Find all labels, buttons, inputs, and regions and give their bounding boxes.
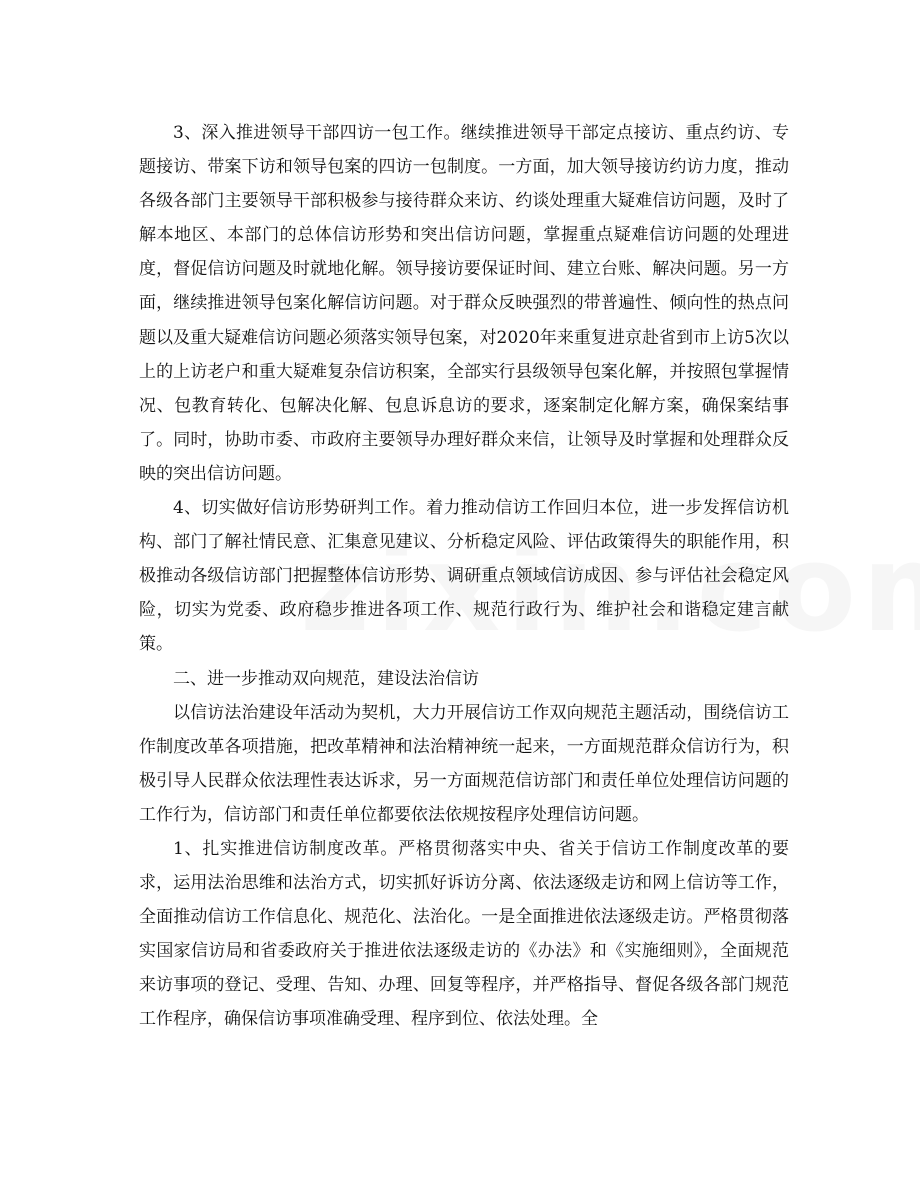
section-heading-rule-of-law: 二、进一步推动双向规范，建设法治信访 bbox=[173, 668, 479, 689]
paragraph-two-way-regulation: 以信访法治建设年活动为契机，大力开展信访工作双向规范主题活动，围绕信访工作制度改革各项措施，把改革精神和法治精神统一起来，一方面规范群众信访行为，积极引导人民群众依法理性表达诉求，另一方面规范信访部门和责任单位处理信访问题的工作行为，信访部门和责任单位都要依法依规按程序处理信访问题。 bbox=[139, 702, 789, 825]
paragraph-system-reform: 1、扎实推进信访制度改革。严格贯彻落实中央、省关于信访工作制度改革的要求，运用法治思维和法治方式，切实抓好诉访分离、依法逐级走访和网上信访等工作，全面推动信访工作信息化、规范化、法治化。一是全面推进依法逐级走访。严格贯彻落实国家信访局和省委政府关于推进依法逐级走访的《办法》和《实施细则》，全面规范来访事项的登记、受理、告知、办理、回复等程序，并严格指导、督促各级各部门规范工作程序，确保信访事项准确受理、程序到位、依法处理。全 bbox=[139, 838, 789, 1030]
document-body bbox=[139, 116, 789, 1037]
paragraph-situation-analysis: 4、切实做好信访形势研判工作。着力推动信访工作回归本位，进一步发挥信访机构、部门了解社情民意、汇集意见建议、分析稳定风险、评估政策得失的职能作用，积极推动各级信访部门把握整体信访形势、调研重点领域信访成因、参与评估社会稳定风险，切实为党委、政府稳步推进各项工作、规范行政行为、维护社会和谐稳定建言献策。 bbox=[139, 498, 789, 655]
paragraph-leader-visits: 3、深入推进领导干部四访一包工作。继续推进领导干部定点接访、重点约访、专题接访、带案下访和领导包案的四访一包制度。一方面，加大领导接访约访力度，推动各级各部门主要领导干部积极参与接待群众来访、约谈处理重大疑难信访问题，及时了解本地区、本部门的总体信访形势和突出信访问题，掌握重点疑难信访问题的处理进度，督促信访问题及时就地化解。领导接访要保证时间、建立台账、解决问题。另一方面，继续推进领导包案化解信访问题。对于群众反映强烈的带普遍性、倾向性的热点问题以及重大疑难信访问题必须落实领导包案，对2020年来重复进京赴省到市上访5次以上的上访老户和重大疑难复杂信访积案，全部实行县级领导包案化解，并按照包掌握情况、包教育转化、包解决化解、包息诉息访的要求，逐案制定化解方案，确保案结事了。同时，协助市委、市政府主要领导办理好群众来信，让领导及时掌握和处理群众反映的突出信访问题。 bbox=[139, 123, 789, 484]
